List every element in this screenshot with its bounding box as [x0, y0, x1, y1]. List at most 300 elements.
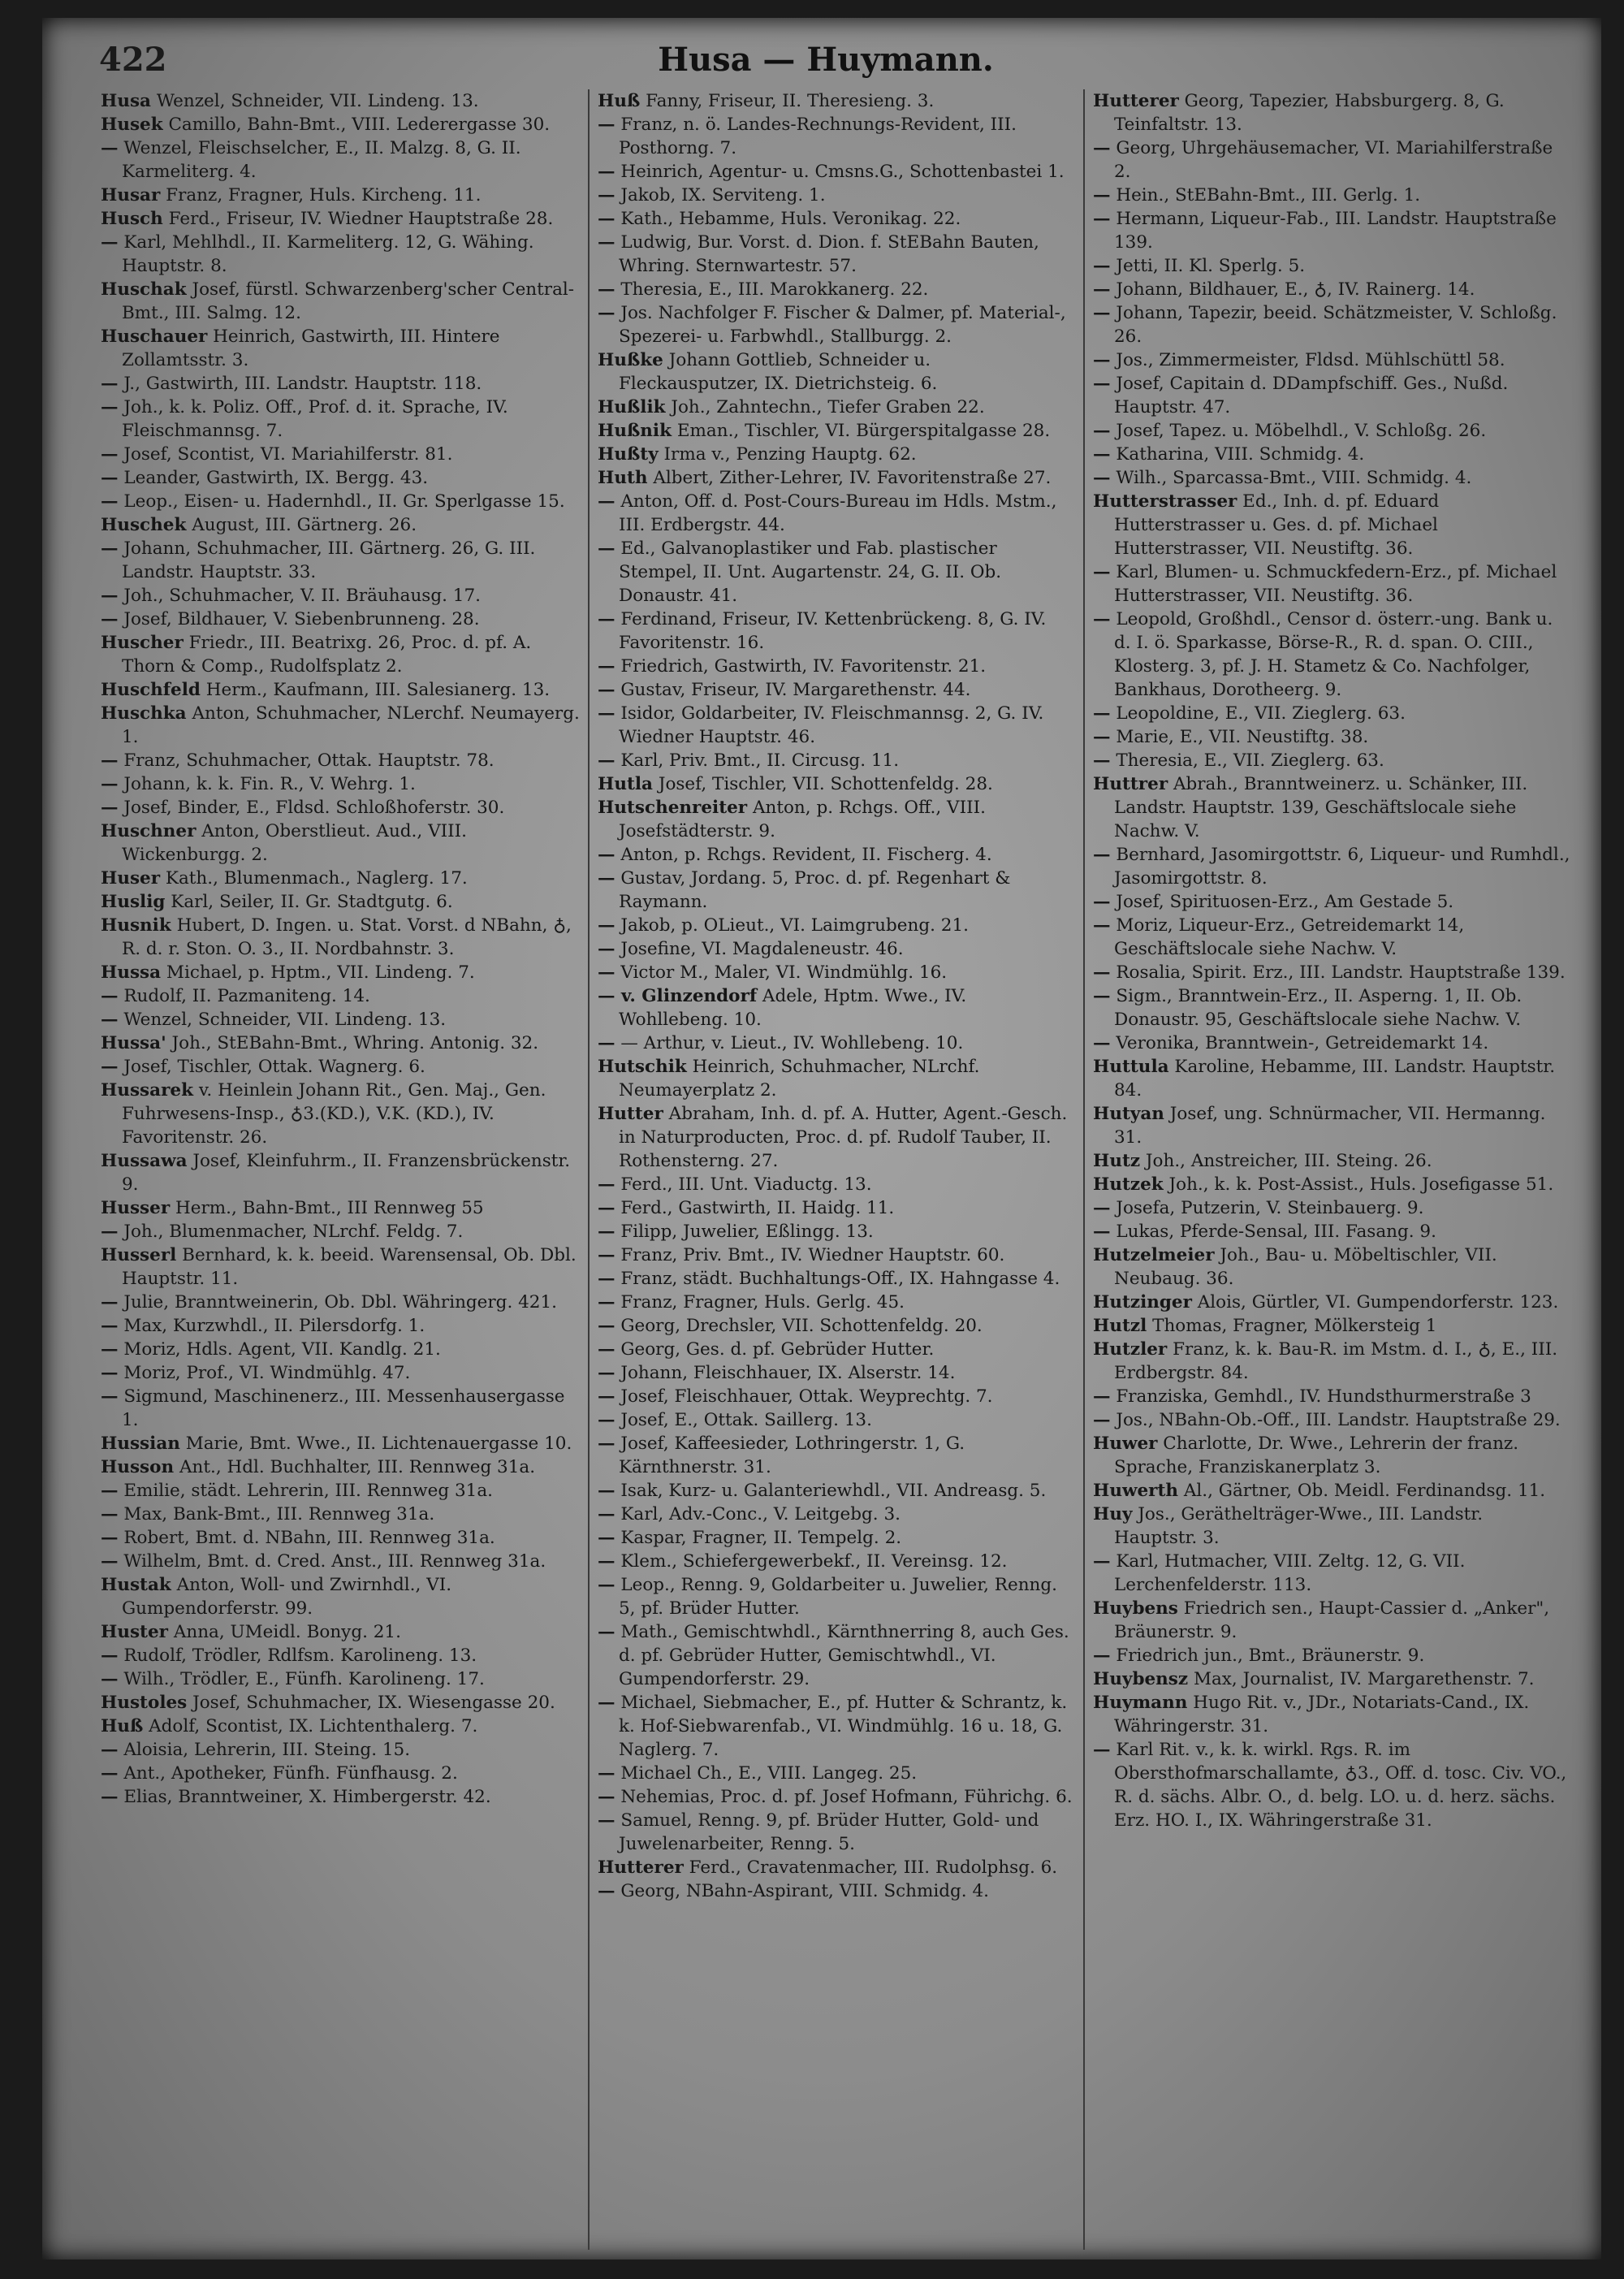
entry-details: Lukas, Pferde-Sensal, III. Fasang. 9. [1110, 1222, 1436, 1242]
entry-details: — Arthur, v. Lieut., IV. Wohllebeng. 10. [615, 1033, 964, 1053]
entry-name: — [598, 1481, 615, 1501]
entry-name: — [598, 845, 615, 865]
entry-details: Joh., StEBahn-Bmt., Whring. Antonig. 32. [166, 1033, 539, 1053]
directory-entry [101, 1079, 580, 1149]
entry-name: Huslig [101, 892, 166, 912]
directory-entry [1093, 961, 1570, 984]
entry-details: Leopoldine, E., VII. Zieglerg. 63. [1110, 703, 1406, 724]
entry-name: Hussawa [101, 1151, 188, 1171]
entry-name: Hutzinger [1093, 1292, 1192, 1312]
directory-entry [598, 231, 1075, 278]
directory-entry [101, 1526, 580, 1550]
directory-entry [1093, 749, 1570, 772]
directory-entry [598, 1526, 1075, 1550]
entry-name: — [1093, 350, 1111, 370]
entry-name: — [101, 491, 119, 512]
directory-entry [598, 655, 1075, 678]
directory-entry [1093, 301, 1570, 348]
entry-name: — [598, 1222, 615, 1242]
directory-entry [598, 1762, 1075, 1785]
directory-entry [1093, 1102, 1570, 1149]
entry-name: — [598, 1410, 615, 1430]
entry-name: Huybens [1093, 1598, 1178, 1619]
entry-details: Albert, Zither-Lehrer, IV. Favoritenstraße 27. [647, 468, 1052, 488]
entry-details: Kath., Blumenmach., Naglerg. 17. [160, 868, 468, 889]
directory-entry [598, 301, 1075, 348]
directory-entry [598, 1055, 1075, 1102]
entry-name: — [598, 962, 615, 983]
entry-name: — [1093, 1386, 1111, 1407]
entry-name: — [598, 1881, 615, 1901]
entry-name: Husa [101, 91, 151, 111]
entry-details: Ed., Galvanoplastiker und Fab. plastischer Stempel, II. Unt. Augartenstr. 24, G. II. Ob. Donaustr. 41. [615, 538, 1002, 606]
directory-entry [101, 1762, 580, 1785]
directory-entry [101, 1550, 580, 1573]
entry-name: — [101, 1363, 119, 1383]
entry-details: Ludwig, Bur. Vorst. d. Dion. f. StEBahn Bauten, Whring. Sternwartestr. 57. [615, 232, 1039, 276]
entry-name: Huschek [101, 515, 187, 535]
entry-name: — [598, 1316, 615, 1336]
directory-entry [598, 1031, 1075, 1055]
entry-name: Hutz [1093, 1151, 1141, 1171]
entry-details: Leop., Renng. 9, Goldarbeiter u. Juwelier, Renng. 5, pf. Brüder Hutter. [615, 1575, 1057, 1619]
entry-details: Franziska, Gemhdl., IV. Hundsthurmerstraße 3 [1110, 1386, 1531, 1407]
directory-entry [1093, 89, 1570, 136]
directory-entry [598, 1432, 1075, 1479]
entry-name: Hutter [598, 1104, 663, 1124]
entry-name: Hustoles [101, 1693, 188, 1713]
directory-entry [1093, 843, 1570, 890]
entry-details: Eman., Tischler, VI. Bürgerspitalgasse 28. [671, 421, 1051, 441]
directory-entry [1093, 772, 1570, 843]
entry-details: Al., Gärtner, Ob. Meidl. Ferdinandsg. 11. [1178, 1481, 1546, 1501]
directory-entry [1093, 1479, 1570, 1503]
directory-entry [1093, 1432, 1570, 1479]
entry-name: — [1093, 256, 1111, 276]
entry-details: Jakob, p. OLieut., VI. Laimgrubeng. 21. [615, 915, 969, 936]
directory-entry [598, 937, 1075, 961]
entry-details: Johann Gottlieb, Schneider u. Fleckausputzer, IX. Dietrichsteig. 6. [619, 350, 938, 394]
entry-name: — [598, 1551, 615, 1572]
directory-entry [598, 1102, 1075, 1173]
column-left [93, 89, 588, 2250]
entry-details: Rosalia, Spirit. Erz., III. Landstr. Hauptstraße 139. [1110, 962, 1566, 983]
directory-entry [101, 443, 580, 466]
entry-name: — [598, 1622, 615, 1642]
directory-entry [101, 1644, 580, 1667]
entry-name: — [1093, 1198, 1111, 1218]
directory-entry [598, 396, 1075, 419]
directory-entry [101, 749, 580, 772]
entry-details: Heinrich, Agentur- u. Cmsns.G., Schottenbastei 1. [615, 162, 1065, 182]
entry-name: Hustak [101, 1575, 171, 1595]
directory-entry [598, 184, 1075, 207]
entry-details: Karl Rit. v., k. k. wirkl. Rgs. R. im Obersthofmarschallamte, ♁3., Off. d. tosc. Civ. VO., R. d. sächs. Albr. O., d. belg. LO. u. d. herz. sächs. Erz. HO. I., IX. Währingerstraße 31. [1110, 1740, 1567, 1831]
entry-name: Hutschik [598, 1057, 687, 1077]
entry-details: Anton, Oberstlieut. Aud., VIII. Wickenburgg. 2. [122, 821, 467, 865]
entry-details: Adele, Hptm. Wwe., IV. Wohllebeng. 10. [619, 986, 967, 1030]
entry-name: Husnik [101, 915, 171, 936]
entry-details: Karl, Blumen- u. Schmuckfedern-Erz., pf. Michael Hutterstrasser, VII. Neustiftg. 36. [1110, 562, 1557, 606]
entry-name: — [598, 1763, 615, 1784]
entry-details: Moriz, Hdls. Agent, VII. Kandlg. 21. [118, 1339, 441, 1360]
entry-name: — [598, 1693, 615, 1713]
entry-name: Huß [101, 1716, 144, 1736]
column-middle [588, 89, 1083, 2250]
page-header [99, 41, 1553, 89]
entry-name: Hussa' [101, 1033, 166, 1053]
entry-name: — [1093, 374, 1111, 394]
entry-details: Leopold, Großhdl., Censor d. österr.-ung. Bank u. d. I. ö. Sparkasse, Börse-R., R. d. span. O. CIII., Klosterg. 3, pf. J. H. Stametz & Co. Nachfolger, Bankhaus, Dorotheerg. 9. [1110, 609, 1553, 700]
entry-name: — [1093, 1740, 1111, 1760]
entry-name: — [598, 1434, 615, 1454]
entry-details: Joh., Zahntechn., Tiefer Graben 22. [665, 397, 985, 417]
entry-details: Hermann, Liqueur-Fab., III. Landstr. Hauptstraße 139. [1110, 209, 1557, 253]
entry-details: Josef, ung. Schnürmacher, VII. Hermanng. 31. [1114, 1104, 1546, 1148]
entry-name: — [101, 1481, 119, 1501]
entry-name: — [1093, 209, 1111, 229]
entry-details: Anton, Woll- und Zwirnhdl., VI. Gumpendorferstr. 99. [122, 1575, 452, 1619]
entry-name: — [1093, 1410, 1111, 1430]
entry-details: Josef, Fleischhauer, Ottak. Weyprechtg. 7. [615, 1386, 993, 1407]
entry-name: Hutterer [1093, 91, 1179, 111]
directory-entry [101, 631, 580, 678]
entry-details: Rudolf, Trödler, Rdlfsm. Karolineng. 13. [118, 1645, 477, 1666]
entry-details: Theresia, E., VII. Zieglerg. 63. [1110, 750, 1384, 771]
entry-details: Johann, Fleischhauer, IX. Alserstr. 14. [615, 1363, 956, 1383]
entry-name: — [101, 138, 119, 158]
directory-entry [1093, 466, 1570, 490]
entry-details: Wenzel, Schneider, VII. Lindeng. 13. [150, 91, 479, 111]
directory-entry [101, 231, 580, 278]
entry-details: Josef, E., Ottak. Saillerg. 13. [615, 1410, 872, 1430]
entry-details: Wilh., Trödler, E., Fünfh. Karolineng. 17. [118, 1669, 485, 1689]
directory-entry [598, 1267, 1075, 1291]
entry-name: — [1093, 986, 1111, 1006]
entry-details: Joh., k. k. Poliz. Off., Prof. d. it. Sprache, IV. Fleischmannsg. 7. [118, 397, 508, 441]
entry-name: Huy [1093, 1504, 1133, 1524]
entry-name: — [598, 868, 615, 889]
entry-details: Joh., Bau- u. Möbeltischler, VII. Neubaug. 36. [1114, 1245, 1497, 1289]
entry-details: Sigmund, Maschinenerz., III. Messenhausergasse 1. [118, 1386, 565, 1430]
directory-entry [1093, 560, 1570, 608]
entry-details: Michael Ch., E., VIII. Langeg. 25. [615, 1763, 918, 1784]
directory-entry [1093, 1385, 1570, 1408]
entry-name: — [598, 750, 615, 771]
entry-name: Huybensz [1093, 1669, 1189, 1689]
entry-name: Huschfeld [101, 680, 201, 700]
entry-name: — [598, 1198, 615, 1218]
entry-name: — [101, 232, 119, 253]
entry-name: Husser [101, 1198, 171, 1218]
directory-entry [101, 1715, 580, 1738]
directory-entry [598, 1196, 1075, 1220]
entry-details: Katharina, VIII. Schmidg. 4. [1110, 444, 1365, 465]
entry-details: Wilh., Sparcassa-Bmt., VIII. Schmidg. 4. [1110, 468, 1472, 488]
columns [93, 89, 1579, 2250]
entry-name: Huschka [101, 703, 187, 724]
entry-name: Huwer [1093, 1434, 1158, 1454]
entry-name: — [101, 774, 119, 794]
entry-name: — [598, 185, 615, 205]
directory-entry [101, 1620, 580, 1644]
entry-details: Josef, Tapez. u. Möbelhdl., V. Schloßg. 26. [1110, 421, 1487, 441]
entry-name: — [101, 798, 119, 818]
entry-details: August, III. Gärtnerg. 26. [186, 515, 417, 535]
entry-name: — [101, 1386, 119, 1407]
entry-details: Franz, Fragner, Huls. Gerlg. 45. [615, 1292, 905, 1312]
entry-name: — [598, 491, 615, 512]
entry-details: Josef, fürstl. Schwarzenberg'scher Central-Bmt., III. Salmg. 12. [122, 279, 575, 323]
entry-name: Huster [101, 1622, 168, 1642]
directory-entry [101, 796, 580, 819]
directory-entry [598, 1809, 1075, 1856]
directory-entry [1093, 1691, 1570, 1738]
directory-page [42, 18, 1601, 2260]
directory-entry [101, 984, 580, 1008]
entry-name: — [598, 1269, 615, 1289]
entry-name: Husson [101, 1457, 175, 1477]
entry-details: Ed., Inh. d. pf. Eduard Hutterstrasser u. Ges. d. pf. Michael Hutterstrasser, VII. Neustiftg. 36. [1114, 491, 1440, 559]
entry-name: — [101, 1645, 119, 1666]
directory-entry [1093, 984, 1570, 1031]
entry-details: Ant., Hdl. Buchhalter, III. Rennweg 31a. [174, 1457, 536, 1477]
entry-details: Jos., NBahn-Ob.-Off., III. Landstr. Hauptstraße 29. [1110, 1410, 1561, 1430]
entry-name: — [1093, 727, 1111, 747]
entry-name: — [1093, 750, 1111, 771]
directory-entry [101, 1291, 580, 1314]
directory-entry [1093, 207, 1570, 254]
directory-entry [598, 914, 1075, 937]
entry-details: Ferd., Gastwirth, II. Haidg. 11. [615, 1198, 895, 1218]
directory-entry [101, 184, 580, 207]
entry-details: Klem., Schiefergewerbekf., II. Vereinsg. 12. [615, 1551, 1008, 1572]
directory-entry [1093, 1667, 1570, 1691]
directory-entry [598, 608, 1075, 655]
entry-name: — [1093, 562, 1111, 582]
directory-entry [101, 678, 580, 702]
entry-name: — [598, 1787, 615, 1807]
directory-entry [598, 537, 1075, 608]
directory-entry [101, 772, 580, 796]
directory-entry [101, 1361, 580, 1385]
entry-name: Huwerth [1093, 1481, 1179, 1501]
entry-name: — [1093, 1551, 1111, 1572]
directory-entry [598, 1503, 1075, 1526]
directory-entry [1093, 1220, 1570, 1243]
directory-entry [101, 890, 580, 914]
directory-entry [101, 914, 580, 961]
entry-details: Joh., k. k. Post-Assist., Huls. Josefigasse 51. [1163, 1174, 1554, 1195]
entry-details: Georg, Ges. d. pf. Gebrüder Hutter. [615, 1339, 935, 1360]
entry-details: Karl, Seiler, II. Gr. Stadtgutg. 6. [165, 892, 453, 912]
entry-details: Heinrich, Gastwirth, III. Hintere Zollamtsstr. 3. [122, 326, 500, 370]
entry-details: J., Gastwirth, III. Landstr. Hauptstr. 118. [118, 374, 482, 394]
directory-entry [101, 466, 580, 490]
entry-details: Bernhard, Jasomirgottstr. 6, Liqueur- und Rumhdl., Jasomirgottstr. 8. [1110, 845, 1570, 889]
entry-name: — [101, 609, 119, 629]
entry-details: Josef, Kleinfuhrm., II. Franzensbrückenstr. 9. [122, 1151, 571, 1195]
entry-name: — [1093, 185, 1111, 205]
directory-entry [1093, 278, 1570, 301]
entry-name: — [101, 397, 119, 417]
entry-name: — [598, 1292, 615, 1312]
entry-name: Hussian [101, 1434, 180, 1454]
directory-entry [598, 1408, 1075, 1432]
entry-name: Huttrer [1093, 774, 1168, 794]
directory-entry [598, 984, 1075, 1031]
entry-details: Anton, p. Rchgs. Off., VIII. Josefstädterstr. 9. [619, 798, 986, 841]
directory-entry [598, 867, 1075, 914]
entry-details: Franz, Schuhmacher, Ottak. Hauptstr. 78. [118, 750, 495, 771]
entry-details: Isak, Kurz- u. Galanteriewhdl., VII. Andreasg. 5. [615, 1481, 1047, 1501]
directory-entry [1093, 254, 1570, 278]
directory-entry [1093, 608, 1570, 702]
directory-entry [101, 1008, 580, 1031]
entry-name: Hutzl [1093, 1316, 1147, 1336]
entry-name: — [598, 680, 615, 700]
directory-entry [1093, 1338, 1570, 1385]
entry-details: Thomas, Fragner, Mölkersteig 1 [1147, 1316, 1437, 1336]
entry-details: Friedrich jun., Bmt., Bräunerstr. 9. [1110, 1645, 1425, 1666]
entry-name: — [598, 915, 615, 936]
directory-entry [598, 1550, 1075, 1573]
entry-name: Hußke [598, 350, 663, 370]
entry-name: — [1093, 138, 1111, 158]
entry-name: — [101, 586, 119, 606]
entry-name: Hutschenreiter [598, 798, 748, 818]
entry-details: Camillo, Bahn-Bmt., VIII. Lederergasse 30. [162, 115, 551, 135]
entry-name: Hußlik [598, 397, 666, 417]
entry-name: Hutyan [1093, 1104, 1164, 1124]
directory-entry [1093, 1408, 1570, 1432]
directory-entry [598, 1314, 1075, 1338]
directory-entry [598, 278, 1075, 301]
entry-name: — [1093, 609, 1111, 629]
directory-entry [101, 1738, 580, 1762]
entry-details: Alois, Gürtler, VI. Gumpendorferstr. 123. [1191, 1292, 1559, 1312]
directory-entry [101, 584, 580, 608]
entry-details: Ferd., Cravatenmacher, III. Rudolphsg. 6. [683, 1857, 1058, 1878]
directory-entry [1093, 725, 1570, 749]
entry-details: Herm., Bahn-Bmt., III Rennweg 55 [170, 1198, 484, 1218]
directory-entry [598, 1361, 1075, 1385]
entry-name: — [598, 1386, 615, 1407]
entry-name: Huscher [101, 633, 184, 653]
entry-details: Michael, Siebmacher, E., pf. Hutter & Schrantz, k. k. Hof-Siebwarenfab., VI. Windmühlg. 16 u. 18, G. Naglerg. 7. [615, 1693, 1068, 1760]
entry-details: Joh., Blumenmacher, NLrchf. Feldg. 7. [118, 1222, 464, 1242]
directory-entry [101, 1338, 580, 1361]
directory-entry [101, 1432, 580, 1455]
directory-entry [598, 1479, 1075, 1503]
directory-entry [101, 819, 580, 867]
directory-entry [598, 113, 1075, 160]
directory-entry [1093, 443, 1570, 466]
entry-name: Huschak [101, 279, 187, 300]
entry-details: Josef, Binder, E., Fldsd. Schloßhoferstr. 30. [118, 798, 505, 818]
entry-details: Max, Journalist, IV. Margarethenstr. 7. [1188, 1669, 1535, 1689]
entry-name: — [598, 232, 615, 253]
directory-entry [598, 1856, 1075, 1879]
directory-entry [598, 1691, 1075, 1762]
entry-details: Wenzel, Schneider, VII. Lindeng. 13. [118, 1010, 447, 1030]
entry-details: Josef, Spirituosen-Erz., Am Gestade 5. [1110, 892, 1454, 912]
entry-details: Ferd., III. Unt. Viaductg. 13. [615, 1174, 872, 1195]
entry-details: Leop., Eisen- u. Hadernhdl., II. Gr. Sperlgasse 15. [118, 491, 565, 512]
entry-details: Karl, Mehlhdl., II. Karmeliterg. 12, G. Wähing. Hauptstr. 8. [118, 232, 534, 276]
directory-entry [101, 1667, 580, 1691]
entry-details: Elias, Branntweiner, X. Himbergerstr. 42. [118, 1787, 491, 1807]
entry-details: Jetti, II. Kl. Sperlg. 5. [1110, 256, 1306, 276]
directory-entry [1093, 372, 1570, 419]
entry-details: Ant., Apotheker, Fünfh. Fünfhausg. 2. [118, 1763, 458, 1784]
entry-details: Marie, E., VII. Neustiftg. 38. [1110, 727, 1369, 747]
entry-name: Hussa [101, 962, 162, 983]
entry-name: — [1093, 303, 1111, 323]
entry-details: Franz, n. ö. Landes-Rechnungs-Revident, III. Posthorng. 7. [615, 115, 1017, 158]
entry-details: Franz, k. k. Bau-R. im Mstm. d. I., ♁, E., III. Erdbergstr. 84. [1114, 1339, 1558, 1383]
entry-details: Karl, Hutmacher, VIII. Zeltg. 12, G. VII. Lerchenfelderstr. 113. [1110, 1551, 1466, 1595]
directory-entry [1093, 1644, 1570, 1667]
entry-details: Josef, Tischler, Ottak. Wagnerg. 6. [118, 1057, 425, 1077]
entry-details: Jos., Zimmermeister, Fldsd. Mühlschüttl 58. [1110, 350, 1505, 370]
directory-entry [101, 89, 580, 113]
directory-entry [101, 1055, 580, 1079]
directory-entry [101, 702, 580, 749]
directory-entry [598, 1385, 1075, 1408]
directory-entry [101, 207, 580, 231]
directory-entry [1093, 1149, 1570, 1173]
entry-name: — [1093, 421, 1111, 441]
entry-details: Josefa, Putzerin, V. Steinbauerg. 9. [1110, 1198, 1424, 1218]
directory-entry [101, 372, 580, 396]
directory-entry [598, 348, 1075, 396]
directory-entry [598, 466, 1075, 490]
directory-entry [1093, 914, 1570, 961]
entry-details: Anton, p. Rchgs. Revident, II. Fischerg. 4. [615, 845, 992, 865]
entry-details: Veronika, Branntwein-, Getreidemarkt 14. [1110, 1033, 1489, 1053]
entry-name: Huttula [1093, 1057, 1169, 1077]
directory-entry [1093, 1243, 1570, 1291]
directory-entry [101, 490, 580, 513]
entry-details: Adolf, Scontist, IX. Lichtenthalerg. 7. [143, 1716, 478, 1736]
directory-entry [101, 1503, 580, 1526]
entry-details: Johann, k. k. Fin. R., V. Wehrg. 1. [118, 774, 416, 794]
entry-details: Nehemias, Proc. d. pf. Josef Hofmann, Führichg. 6. [615, 1787, 1073, 1807]
directory-entry [101, 1196, 580, 1220]
entry-name: — [1093, 962, 1111, 983]
entry-details: Irma v., Penzing Hauptg. 62. [658, 444, 917, 465]
entry-details: Josef, Scontist, VI. Mariahilferstr. 81. [118, 444, 453, 465]
entry-name: Hutzelmeier [1093, 1245, 1215, 1265]
entry-details: Charlotte, Dr. Wwe., Lehrerin der franz. Sprache, Franziskanerplatz 3. [1114, 1434, 1519, 1477]
directory-entry [1093, 1503, 1570, 1550]
directory-entry [598, 1173, 1075, 1196]
directory-entry [598, 702, 1075, 749]
directory-entry [1093, 490, 1570, 560]
entry-details: Kaspar, Fragner, II. Tempelg. 2. [615, 1528, 902, 1548]
directory-entry [1093, 1055, 1570, 1102]
entry-details: Franz, Fragner, Huls. Kircheng. 11. [160, 185, 482, 205]
entry-name: Hutla [598, 774, 653, 794]
directory-entry [598, 1620, 1075, 1691]
entry-details: Michael, p. Hptm., VII. Lindeng. 7. [161, 962, 475, 983]
entry-details: Johann, Schuhmacher, III. Gärtnerg. 26, G. III. Landstr. Hauptstr. 33. [118, 538, 536, 582]
running-head: Husa — Huymann. [658, 41, 994, 79]
entry-details: Karl, Adv.-Conc., V. Leitgebg. 3. [615, 1504, 901, 1524]
directory-entry [101, 1455, 580, 1479]
directory-entry [101, 1691, 580, 1715]
